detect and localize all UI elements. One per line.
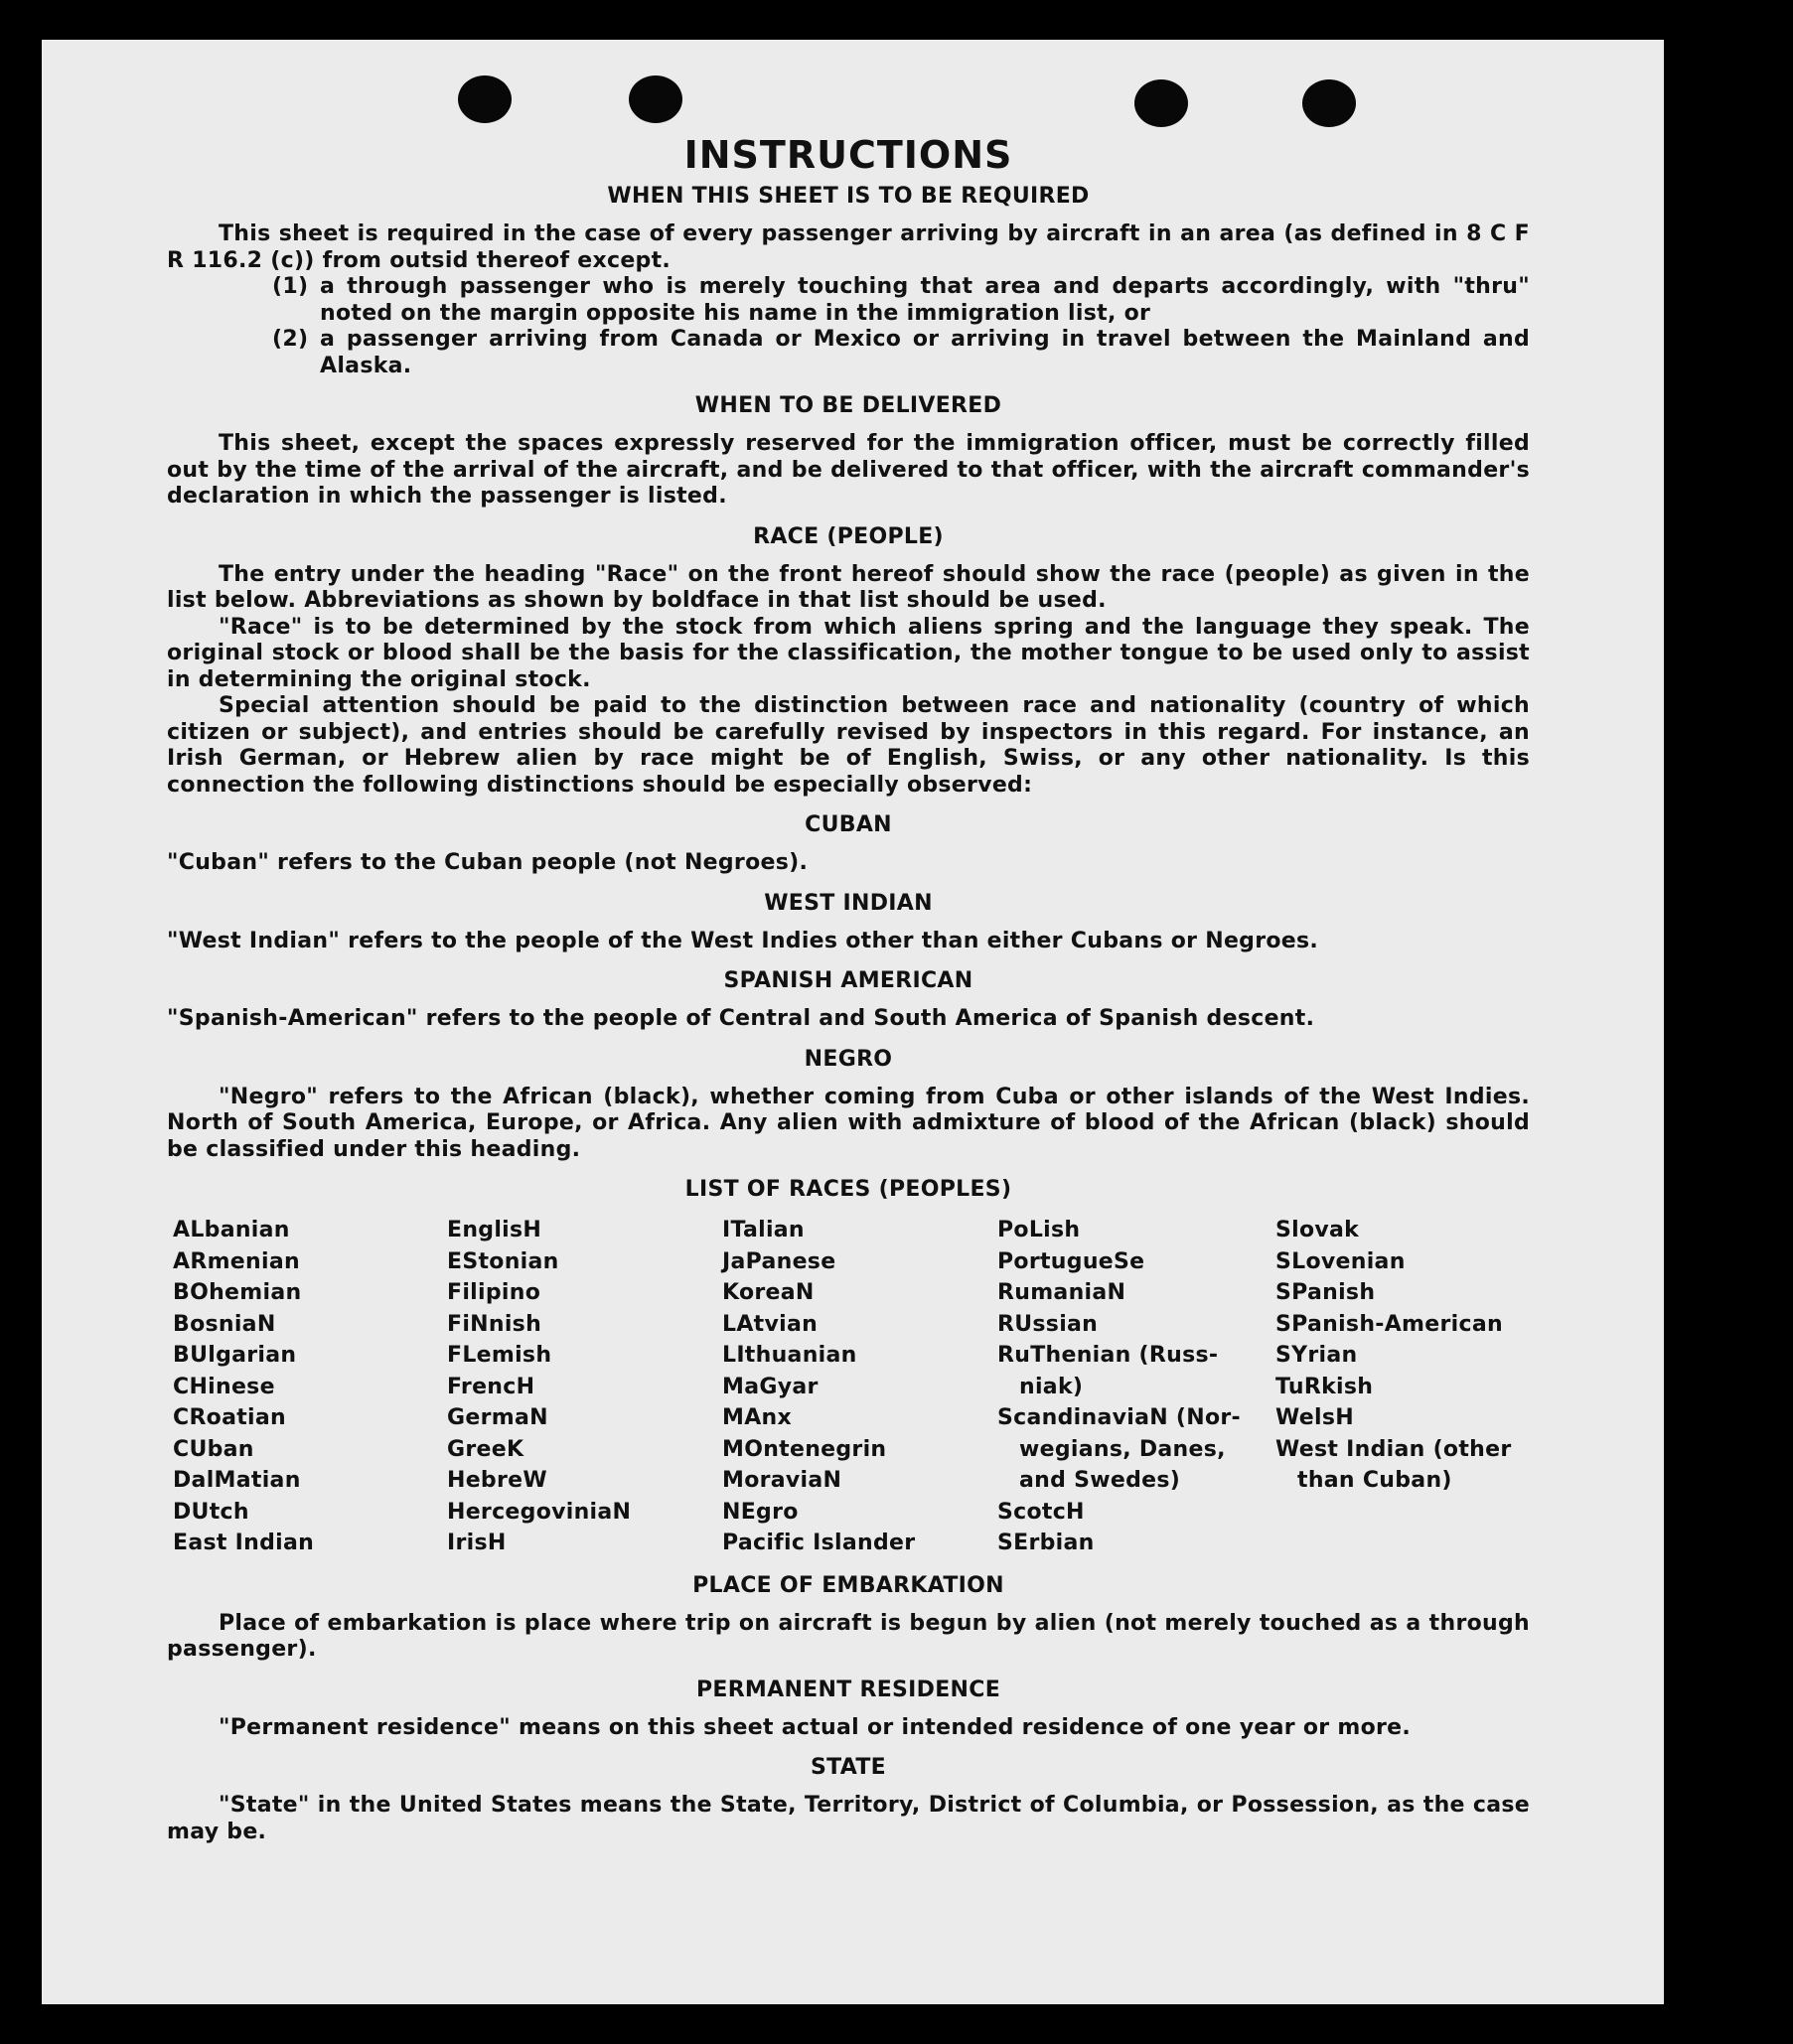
- item-text: a passenger arriving from Canada or Mexico or arriving in travel between the Mainland and Alaska.: [320, 327, 1530, 378]
- section-heading-delivered: WHEN TO BE DELIVERED: [694, 393, 1002, 418]
- exception-item: [272, 274, 1530, 327]
- races-column: [722, 1215, 997, 1559]
- race-entry: MoraviaN: [722, 1468, 842, 1493]
- required-intro: This sheet is required in the case of every passenger arriving by aircraft in an area (as defined in 8 C F R 116.2 (c)) from outsid thereof except.: [167, 221, 1530, 273]
- race-entry: CRoatian: [173, 1405, 287, 1430]
- race-entry: SErbian: [997, 1531, 1095, 1555]
- race-entry: West Indian (other: [1275, 1436, 1512, 1462]
- race-entry: WelsH: [1275, 1405, 1354, 1430]
- punch-hole: [1302, 79, 1356, 127]
- section-heading-negro: NEGRO: [804, 1046, 893, 1072]
- races-column: [1275, 1215, 1524, 1559]
- race-entry-continued: niak): [1019, 1374, 1084, 1399]
- section-heading-embarkation: PLACE OF EMBARKATION: [692, 1572, 1004, 1598]
- race-entry: NEgro: [722, 1499, 799, 1525]
- negro-text: "Negro" refers to the African (black), whether coming from Cuba or other islands of the West Indies. North of South America, Europe, or Africa. Any alien with admixture of blood of the African (black) should be classified under this heading.: [167, 1084, 1530, 1162]
- race-entry-continued: than Cuban): [1297, 1468, 1452, 1493]
- race-entry: SLovenian: [1275, 1248, 1406, 1274]
- race-entry: JaPanese: [722, 1248, 836, 1274]
- race-entry: EnglisH: [447, 1218, 542, 1242]
- section-heading-state: STATE: [811, 1755, 886, 1780]
- section-heading-cuban: CUBAN: [805, 812, 892, 837]
- race-entry: RuThenian (Russ-: [997, 1343, 1219, 1368]
- punch-hole: [1134, 79, 1188, 127]
- punch-hole: [458, 75, 512, 123]
- section-heading-residence: PERMANENT RESIDENCE: [695, 1677, 1001, 1702]
- race-entry: PoLish: [997, 1218, 1081, 1242]
- spanish-american-text: "Spanish-American" refers to the people of Central and South America of Spanish descent.: [167, 1006, 1315, 1031]
- race-entry: SYrian: [1275, 1343, 1358, 1368]
- section-heading-required: WHEN THIS SHEET IS TO BE REQUIRED: [607, 184, 1090, 209]
- race-entry: HebreW: [447, 1468, 547, 1493]
- race-entry: PortugueSe: [997, 1248, 1145, 1274]
- punch-hole: [629, 75, 682, 123]
- race-entry: ARmenian: [173, 1248, 300, 1274]
- page-title: INSTRUCTIONS: [683, 133, 1013, 177]
- race-entry: SPanish: [1275, 1280, 1376, 1305]
- residence-text: "Permanent residence" means on this sheet actual or intended residence of one year or more.: [219, 1714, 1412, 1740]
- race-entry: BUlgarian: [173, 1343, 297, 1368]
- race-entry-continued: wegians, Danes,: [1019, 1436, 1226, 1462]
- race-entry: BosniaN: [173, 1311, 276, 1337]
- item-text: a through passenger who is merely touching that area and departs accordingly, with "thru" noted on the margin opposite his name in the immigration list, or: [320, 274, 1530, 326]
- race-entry: BOhemian: [173, 1280, 302, 1305]
- race-entry-continued: and Swedes): [1019, 1468, 1181, 1493]
- race-entry: ScandinaviaN (Nor-: [997, 1405, 1241, 1430]
- section-heading-spanish-american: SPANISH AMERICAN: [723, 968, 973, 993]
- race-paragraph: Special attention should be paid to the distinction between race and nationality (country of which citizen or subject), and entries should be carefully revised by inspectors in this regard. For instance, an Irish German, or Hebrew alien by race might be of English, Swiss, or any other nationality. Is this connection the following distinctions should be especially observed:: [167, 693, 1530, 798]
- cuban-text: "Cuban" refers to the Cuban people (not Negroes).: [167, 850, 809, 875]
- race-entry: ScotcH: [997, 1499, 1085, 1525]
- race-entry: HercegoviniaN: [447, 1499, 632, 1525]
- race-entry: TuRkish: [1275, 1374, 1374, 1399]
- race-entry: DalMatian: [173, 1468, 301, 1493]
- race-entry: East Indian: [173, 1531, 315, 1555]
- races-column: [447, 1215, 722, 1559]
- delivered-text: This sheet, except the spaces expressly reserved for the immigration officer, must be correctly filled out by the time of the arrival of the aircraft, and be delivered to that officer, with the aircraft commander's declaration in which the passenger is listed.: [167, 431, 1530, 509]
- race-entry: SPanish-American: [1275, 1311, 1503, 1337]
- race-entry: ITalian: [722, 1218, 805, 1242]
- race-entry: GreeK: [447, 1436, 524, 1462]
- race-entry: CUban: [173, 1436, 254, 1462]
- race-entry: CHinese: [173, 1374, 275, 1399]
- race-entry: MaGyar: [722, 1374, 819, 1399]
- section-heading-west-indian: WEST INDIAN: [764, 890, 933, 916]
- race-entry: EStonian: [447, 1248, 559, 1274]
- instructions-content: [167, 132, 1530, 1845]
- race-entry: Filipino: [447, 1280, 541, 1305]
- race-entry: IrisH: [447, 1531, 507, 1555]
- race-entry: KoreaN: [722, 1280, 815, 1305]
- race-entry: MOntenegrin: [722, 1436, 887, 1462]
- west-indian-text: "West Indian" refers to the people of the West Indies other than either Cubans or Negroes.: [167, 928, 1319, 953]
- state-text: "State" in the United States means the State, Territory, District of Columbia, or Possession, as the case may be.: [167, 1793, 1530, 1844]
- race-paragraph: "Race" is to be determined by the stock from which aliens spring and the language they speak. The original stock or blood shall be the basis for the classification, the mother tongue to be used only to assist in determining the original stock.: [167, 614, 1530, 692]
- embarkation-text: Place of embarkation is place where trip on aircraft is begun by alien (not merely touched as a through passenger).: [167, 1610, 1530, 1662]
- section-heading-race: RACE (PEOPLE): [753, 523, 944, 549]
- race-paragraph: The entry under the heading "Race" on the front hereof should show the race (people) as given in the list below. Abbreviations as shown by boldface in that list should be used.: [167, 561, 1530, 613]
- race-entry: FrencH: [447, 1374, 535, 1399]
- race-entry: FiNnish: [447, 1311, 542, 1337]
- race-entry: DUtch: [173, 1499, 249, 1525]
- race-entry: GermaN: [447, 1405, 548, 1430]
- race-entry: ALbanian: [173, 1218, 290, 1242]
- item-number: (1): [272, 274, 309, 299]
- race-entry: FLemish: [447, 1343, 552, 1368]
- race-entry: LIthuanian: [722, 1343, 857, 1368]
- race-entry: Slovak: [1275, 1218, 1360, 1242]
- item-number: (2): [272, 327, 309, 352]
- exception-item: [272, 327, 1530, 379]
- race-entry: Pacific Islander: [722, 1531, 916, 1555]
- race-entry: RUssian: [997, 1311, 1099, 1337]
- races-column: [173, 1215, 447, 1559]
- races-list: [173, 1215, 1530, 1559]
- race-entry: RumaniaN: [997, 1280, 1126, 1305]
- section-heading-list-of-races: LIST OF RACES (PEOPLES): [684, 1177, 1012, 1202]
- race-entry: MAnx: [722, 1405, 792, 1430]
- races-column: [997, 1215, 1275, 1559]
- race-entry: LAtvian: [722, 1311, 819, 1337]
